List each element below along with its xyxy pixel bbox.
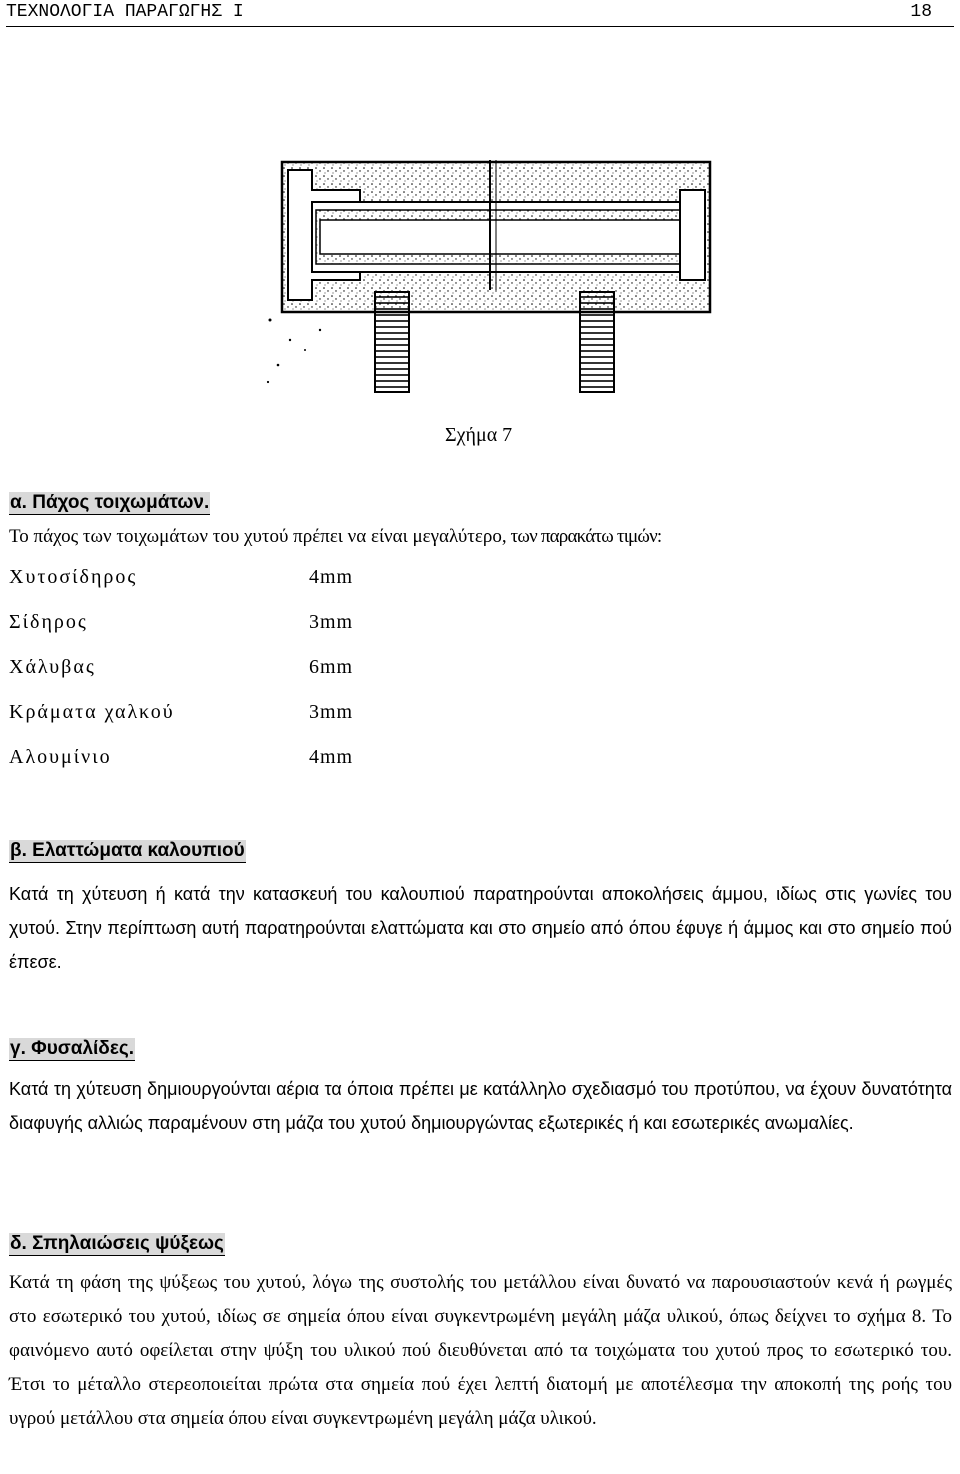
section-c-heading: γ. Φυσαλίδες. [10,1038,135,1059]
material-name: Χυτοσίδηρος [9,566,138,588]
page-number: 18 [910,2,932,22]
material-name: Αλουμίνιο [9,746,112,768]
section-b-heading: β. Ελαττώματα καλουπιού [10,840,245,861]
figure-caption: Σχήμα 7 [445,424,513,446]
table-row [9,746,409,782]
casting-mold-figure [250,150,740,400]
core-support-left [375,292,409,392]
section-c-text: Κατά τη χύτευση δημιουργούνται αέρια τα όποια πρέπει με κατάλληλο σχεδιασμό του προτύπου, να έχουν δυνατότητα διαφυγής αλλιώς παραμένουν στη μάζα του χυτού δημιουργώντας εξωτερικές ή και εσωτερικές ανωμαλίες. [9,1079,952,1133]
page-header [6,0,954,27]
table-row [9,656,409,692]
table-row [9,611,409,647]
table-row [9,566,409,602]
material-name: Σίδηρος [9,611,88,633]
thickness-value: 3mm [309,611,354,633]
section-d-heading: δ. Σπηλαιώσεις ψύξεως [10,1233,224,1254]
thickness-value: 3mm [309,701,354,723]
material-name: Χάλυβας [9,656,96,678]
material-name: Κράματα χαλκού [9,701,175,723]
section-d-text: Κατά τη φάση της ψύξεως του χυτού, λόγω της συστολής του μετάλλου είναι δυνατό να παρουσιαστούν κενά ή ρωγμές στο εσωτερικό του χυτού, ιδίως σε σημεία όπου είναι συγκεντρωμένη μεγάλη μάζα υλικού, όπως δείχνει το σχήμα 8. Το φαινόμενο αυτό οφείλεται στην ψύξη του υλικού πού διευθύνεται από τα τοιχώματα του χυτού προς το εσωτερικό του. Έτσι το μέταλλο στερεοποιείται πρώτα στα σημεία πού έχει λεπτή διατομή με αποτέλεσμα την αποκοπή της ροής του υγρού μετάλλου στα σημεία όπου είναι συγκεντρωμένη μεγάλη μάζα υλικού. [9,1272,952,1429]
thickness-value: 6mm [309,656,354,678]
section-a-intro [9,526,661,548]
thickness-value: 4mm [309,566,354,588]
intro-main-text: Το πάχος των τοιχωμάτων του χυτού πρέπει να είναι μεγαλύτερο, [9,526,507,547]
section-a-heading: α. Πάχος τοιχωμάτων. [10,492,210,513]
thickness-value: 4mm [309,746,354,768]
intro-tail-text: των παρακάτω τιμών: [506,526,662,547]
section-b-text: Κατά τη χύτευση ή κατά την κατασκευή του καλουπιού παρατηρούνται αποκολήσεις άμμου, ιδίως στις γωνίες του χυτού. Στην περίπτωση αυτή παρατηρούνται ελαττώματα και στο σημείο από όπου έφυγε ή άμμος και στο σημείο πού έπεσε. [9,884,952,972]
table-row [9,701,409,737]
sand-speckles [267,319,321,384]
document-title: ΤΕΧΝΟΛΟΓΙΑ ΠΑΡΑΓΩΓΗΣ Ι [6,2,244,22]
mold-body [282,160,710,312]
core-support-right [580,292,614,392]
